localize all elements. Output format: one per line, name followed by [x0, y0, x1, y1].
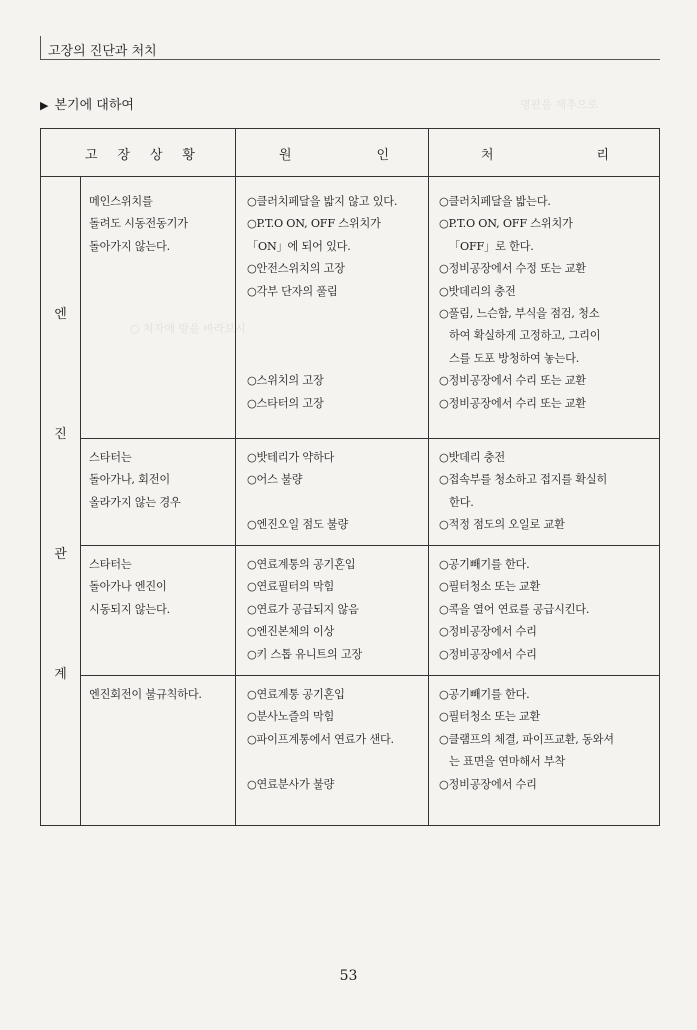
table-row-cause: ○연료계통 공기혼입 ○분사노즐의 막힘 ○파이프계통에서 연료가 샌다. ○연료분사가 불량	[247, 688, 394, 791]
triangle-bullet-icon: ▶	[40, 99, 49, 112]
table-row-cause: ○밧테리가 약하다 ○어스 불량 ○엔진오일 점도 불량	[247, 451, 349, 532]
table-row-remedy: ○밧데리 충전 ○접속부를 청소하고 접지를 확실히 한다. ○적정 점도의 오일로 교환	[439, 451, 608, 532]
header-cause: 원 인	[279, 147, 389, 163]
page-number: 53	[339, 968, 358, 984]
column-divider	[428, 129, 429, 826]
row-divider	[80, 438, 659, 439]
table-row-remedy: ○공기빼기를 한다. ○필터청소 또는 교환 ○콕을 열어 연료를 공급시킨다. ○정비공장에서 수리 ○정비공장에서 수리	[439, 558, 590, 661]
table-row-cause: ○연료계통의 공기혼입 ○연료필터의 막힘 ○연료가 공급되지 않음 ○엔진본체의 이상 ○키 스톱 유니트의 고장	[247, 558, 363, 661]
column-divider	[235, 129, 236, 826]
section-title-text: 본기에 대하여	[54, 98, 134, 113]
category-char: 엔	[54, 307, 67, 322]
header-rule	[40, 59, 660, 60]
column-divider	[80, 177, 81, 826]
table-row-cause: ○클러치페달을 밟지 않고 있다. ○P.T.O ON, OFF 스위치가 「ON」에 되어 있다. ○안전스위치의 고장 ○각부 단자의 풀림 ○스위치의 고장 ○스타터의 고장	[247, 195, 398, 410]
table-row-situation: 스타터는 돌아가나 엔진이 시동되지 않는다.	[89, 558, 170, 616]
header-remedy: 처 리	[481, 147, 609, 163]
page-header-title: 고장의 진단과 처치	[48, 44, 157, 59]
section-title	[40, 94, 134, 113]
table-row-situation: 엔진회전이 불규칙하다.	[89, 688, 202, 701]
diagnosis-table	[40, 128, 660, 826]
row-divider	[80, 545, 659, 546]
category-char: 진	[54, 427, 67, 442]
table-row-remedy: ○클러치페달을 밟는다. ○P.T.O ON, OFF 스위치가 「OFF」로 한다. ○정비공장에서 수정 또는 교환 ○밧데리의 충전 ○풀림, 느슨함, 부식을 점검, 청소 하여 확실하게 고정하고, 그리이 스를 도포 방청하여 놓는다. ○정비공장에서 수리 또는 교환 ○정비공장에서 수리 또는 교환	[439, 195, 601, 410]
table-row-situation: 메인스위치를 돌려도 시동전동기가 돌아가지 않는다.	[89, 195, 188, 253]
header-situation: 고 장 상 황	[85, 147, 195, 163]
row-divider	[80, 675, 659, 676]
category-char: 계	[54, 667, 67, 682]
bleed-through-text: ○ 쳐자애 방을 바라보시	[130, 322, 246, 335]
table-row-situation: 스타터는 돌아가나, 회전이 올라가지 않는 경우	[89, 451, 181, 509]
header-tick	[40, 36, 41, 59]
table-row-remedy: ○공기빼기를 한다. ○필터청소 또는 교환 ○클램프의 체결, 파이프교환, 동와셔 는 표면을 연마해서 부착 ○정비공장에서 수리	[439, 688, 614, 791]
bleed-through-text: 명판을 재추으로	[520, 98, 598, 111]
category-char: 관	[54, 547, 67, 562]
